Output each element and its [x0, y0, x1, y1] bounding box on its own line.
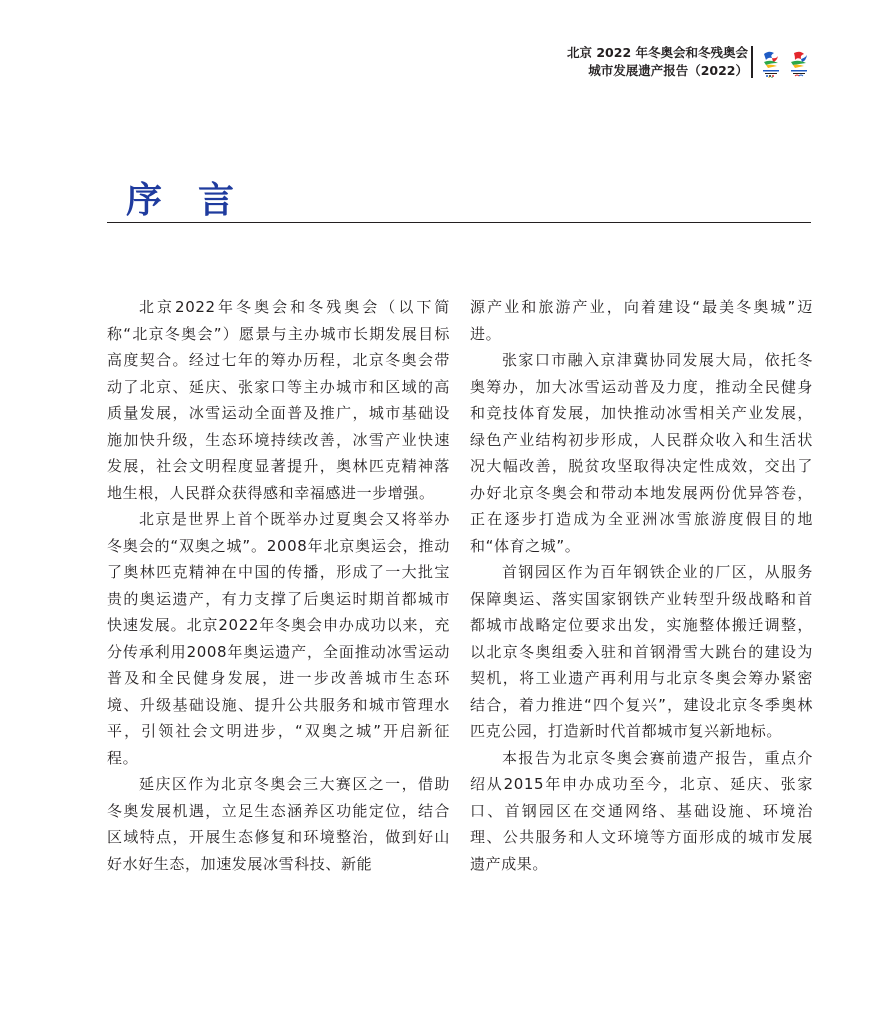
- paragraph-zhangjiakou: 张家口市融入京津冀协同发展大局，依托冬奥筹办，加大冰雪运动普及力度，推动全民健身和竞技体育发展，加快推动冰雪相关产业发展，绿色产业结构初步形成，人民群众收入和生活状况大幅改善，脱贫攻坚取得决定性成效，交出了办好北京冬奥会和带动本地发展两份优异答卷，正在逐步打造成为全亚洲冰雪旅游度假目的地和“体育之城”。: [470, 351, 813, 555]
- left-text-column: [107, 294, 450, 877]
- paragraph-yanqing-continued: 源产业和旅游产业，向着建设“最美冬奥城”迈进。: [470, 298, 813, 343]
- title-underline: [107, 222, 811, 223]
- page-title: [126, 172, 234, 223]
- paragraph-yanqing: 延庆区作为北京冬奥会三大赛区之一，借助冬奥发展机遇，立足生态涵养区功能定位，结合区域特点，开展生态修复和环境整治，做到好山好水好生态，加速发展冰雪科技、新能: [107, 775, 450, 873]
- header-divider: [751, 46, 753, 78]
- paragraph-report-scope: 本报告为北京冬奥会赛前遗产报告，重点介绍从2015年申办成功至今，北京、延庆、张家口、首钢园区在交通网络、基础设施、环境治理、公共服务和人文环境等方面形成的城市发展遗产成果。: [470, 748, 813, 873]
- beijing-2022-paralympic-emblem-icon: [788, 48, 810, 78]
- beijing-2022-olympic-emblem-icon: [760, 48, 782, 78]
- paragraph-beijing: 北京是世界上首个既举办过夏奥会又将举办冬奥会的“双奥之城”。2008年北京奥运会，推动了奥林匹克精神在中国的传播，形成了一大批宝贵的奥运遗产，有力支撑了后奥运时期首都城市快速发展。北京2022年冬奥会申办成功以来，充分传承利用2008年奥运遗产，全面推动冰雪运动普及和全民健身发展，进一步改善城市生态环境、升级基础设施、提升公共服务和城市管理水平，引领社会文明进步，“双奥之城”开启新征程。: [107, 510, 450, 767]
- right-text-column: [470, 294, 813, 877]
- paragraph-intro: 北京2022年冬奥会和冬残奥会（以下简称“北京冬奥会”）愿景与主办城市长期发展目标高度契合。经过七年的筹办历程，北京冬奥会带动了北京、延庆、张家口等主办城市和区域的高质量发展，冰雪运动全面普及推广，城市基础设施加快升级，生态环境持续改善，冰雪产业快速发展，社会文明程度显著提升，奥林匹克精神落地生根，人民群众获得感和幸福感进一步增强。: [107, 298, 450, 502]
- title-char-preface-1: 序: [126, 180, 163, 221]
- title-char-preface-2: 言: [198, 180, 235, 221]
- header-report-title: 城市发展遗产报告（2022）: [588, 63, 748, 78]
- paragraph-shougang: 首钢园区作为百年钢铁企业的厂区，从服务保障奥运、落实国家钢铁产业转型升级战略和首都城市战略定位要求出发，实施整体搬迁调整，以北京冬奥组委入驻和首钢滑雪大跳台的建设为契机，将工业遗产再利用与北京冬奥会筹办紧密结合，着力推进“四个复兴”，建设北京冬季奥林匹克公园，打造新时代首都城市复兴新地标。: [470, 563, 813, 740]
- running-header: [567, 44, 748, 80]
- header-report-series: 北京 2022 年冬奥会和冬残奥会: [567, 45, 748, 60]
